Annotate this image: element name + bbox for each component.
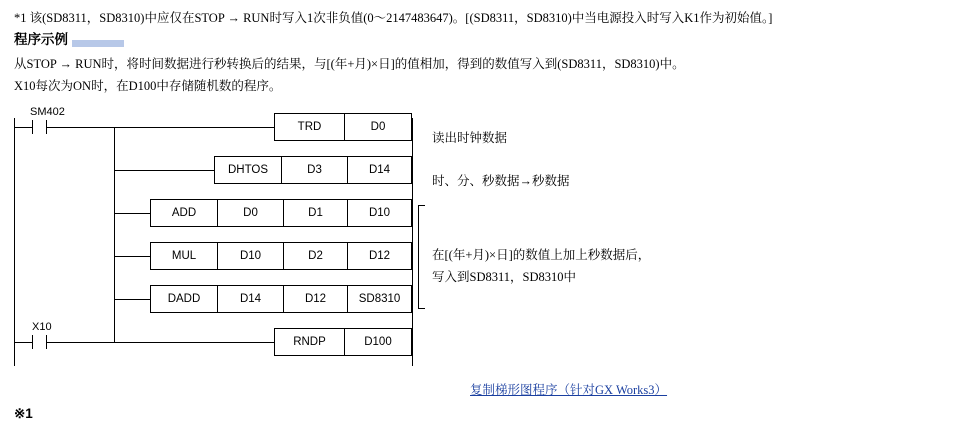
instruction-operand: D14	[347, 157, 411, 183]
ladder-diagram	[14, 108, 414, 376]
comment-dhtos: 时、分、秒数据→秒数据	[432, 174, 570, 188]
instruction-name: RNDP	[293, 336, 326, 348]
rung2-wire	[114, 170, 214, 171]
heading-underline-decoration	[72, 40, 124, 47]
instruction-operand: D3	[281, 157, 347, 183]
instruction-block-add	[150, 199, 412, 227]
instruction-block-trd	[274, 113, 412, 141]
comment-group-line1: 在[(年+月)×日]的数值上加上秒数据后，	[432, 248, 651, 262]
comment-trd: 读出时钟数据	[432, 131, 508, 145]
instruction-operand: D14	[217, 286, 283, 312]
instruction-operand: D12	[283, 286, 347, 312]
comment-group-brace	[418, 205, 425, 309]
copy-ladder-program-link[interactable]: 复制梯形图程序（针对GX Works3）	[470, 383, 668, 397]
left-power-rail	[14, 118, 15, 366]
instruction-operand: D1	[283, 200, 347, 226]
instruction-block-dadd	[150, 285, 412, 313]
instruction-operand: D10	[217, 243, 283, 269]
instruction-block-dhtos	[214, 156, 412, 184]
rung4-wire	[114, 256, 150, 257]
instruction-block-rndp	[274, 328, 412, 356]
bottom-section-heading: ※1	[14, 406, 33, 421]
rung1-wire-left	[14, 127, 32, 128]
instruction-name: DHTOS	[227, 164, 269, 176]
instruction-operand: D2	[283, 243, 347, 269]
rung5-wire	[114, 299, 150, 300]
instruction-operand: D12	[347, 243, 411, 269]
paragraph-1: 从STOP → RUN时，将时间数据进行秒转换后的结果，与[(年+月)×日]的值相加，得到的数值写入到(SD8311，SD8310)中。	[14, 57, 685, 71]
instruction-block-mul	[150, 242, 412, 270]
rung1-wire-mid	[46, 127, 274, 128]
instruction-operand: D0	[217, 200, 283, 226]
contact-label-x10: X10	[32, 321, 52, 333]
page-title: 程序示例	[14, 32, 68, 47]
footnote-text: *1 该(SD8311，SD8310)中应仅在STOP → RUN时写入1次非负值(0～2147483647)。[(SD8311，SD8310)中当电源投入时写入K1作为初始值。]	[14, 11, 773, 25]
instruction-operand: D0	[344, 114, 411, 140]
rung3-wire	[114, 213, 150, 214]
comment-group-line2: 写入到SD8311，SD8310中	[432, 270, 576, 284]
rung6-wire-mid	[46, 342, 274, 343]
instruction-name: DADD	[167, 293, 201, 305]
right-power-rail	[412, 118, 413, 366]
instruction-operand: D10	[347, 200, 411, 226]
instruction-name: ADD	[171, 207, 197, 219]
contact-label-sm402: SM402	[30, 106, 65, 118]
branch-vertical-wire	[114, 127, 115, 342]
instruction-name: MUL	[171, 250, 197, 262]
paragraph-2: X10每次为ON时，在D100中存储随机数的程序。	[14, 79, 282, 93]
rung6-wire-left	[14, 342, 32, 343]
instruction-name: TRD	[297, 121, 322, 133]
instruction-operand: D100	[344, 329, 411, 355]
instruction-operand: SD8310	[347, 286, 411, 312]
